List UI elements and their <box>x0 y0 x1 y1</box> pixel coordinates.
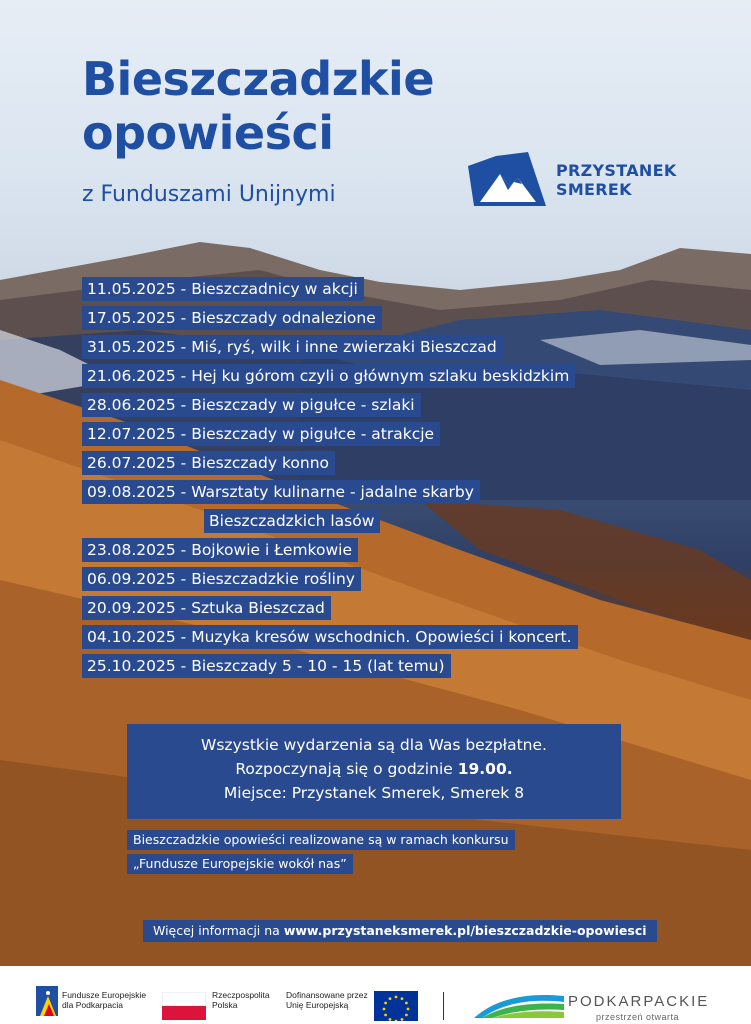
event-text: 11.05.2025 - Bieszczadnicy w akcji <box>82 277 364 301</box>
event-list <box>82 277 578 683</box>
event-item <box>82 277 578 301</box>
rp-label <box>212 990 270 1010</box>
event-item <box>82 596 578 620</box>
ue-line-1: Dofinansowane przez <box>286 990 368 1000</box>
podkarpackie-name: PODKARPACKIE <box>568 993 710 1010</box>
event-item <box>82 364 578 388</box>
note-line-1: Bieszczadzkie opowieści realizowane są w ramach konkursu <box>127 830 515 850</box>
event-item <box>82 480 578 504</box>
fe-line-2: dla Podkarpacia <box>62 1000 123 1010</box>
event-text: 31.05.2025 - Miś, ryś, wilk i inne zwierzaki Bieszczad <box>82 335 503 359</box>
podkarpackie-tagline: przestrzeń otwarta <box>596 1012 680 1022</box>
note-line-2: „Fundusze Europejskie wokół nas” <box>127 854 353 874</box>
info-start-time: 19.00. <box>457 760 513 778</box>
title-line-1: Bieszczadzkie <box>82 52 435 106</box>
event-text: 20.09.2025 - Sztuka Bieszczad <box>82 596 331 620</box>
fe-label <box>62 990 146 1010</box>
funding-note <box>127 829 515 877</box>
info-line-1: Wszystkie wydarzenia są dla Was bezpłatne. <box>201 736 547 754</box>
title-line-2: opowieści <box>82 106 334 160</box>
przystanek-smerek-logo <box>466 152 677 208</box>
event-text: 21.06.2025 - Hej ku górom czyli o głównym szlaku beskidzkim <box>82 364 575 388</box>
logo-line-1: PRZYSTANEK <box>556 161 677 180</box>
event-item <box>82 422 578 446</box>
website-link[interactable]: www.przystaneksmerek.pl/bieszczadzkie-opowiesci <box>283 923 647 938</box>
event-item <box>82 625 578 649</box>
event-item <box>82 335 578 359</box>
eu-flag-icon <box>374 991 418 1021</box>
event-text: 23.08.2025 - Bojkowie i Łemkowie <box>82 538 358 562</box>
logo-text <box>556 161 677 199</box>
poster-title <box>82 52 434 160</box>
event-item <box>82 451 578 475</box>
info-box <box>127 724 621 819</box>
mountain-logo-icon <box>466 152 548 208</box>
event-item <box>82 654 578 678</box>
ue-label <box>286 990 368 1010</box>
subtitle: z Funduszami Unijnymi <box>82 182 336 207</box>
event-item <box>82 393 578 417</box>
event-text: 17.05.2025 - Bieszczady odnalezione <box>82 306 382 330</box>
event-item <box>82 567 578 591</box>
event-item <box>82 306 578 330</box>
event-text: 12.07.2025 - Bieszczady w pigułce - atrakcje <box>82 422 440 446</box>
more-info-label: Więcej informacji na <box>153 923 284 938</box>
event-text: 06.09.2025 - Bieszczadzkie rośliny <box>82 567 361 591</box>
footer-logos <box>0 966 751 1024</box>
event-text: 26.07.2025 - Bieszczady konno <box>82 451 335 475</box>
logo-line-2: SMEREK <box>556 180 632 199</box>
event-item-continuation <box>204 509 578 533</box>
event-text: 25.10.2025 - Bieszczady 5 - 10 - 15 (lat temu) <box>82 654 451 678</box>
info-line-3: Miejsce: Przystanek Smerek, Smerek 8 <box>223 784 525 802</box>
event-text: 04.10.2025 - Muzyka kresów wschodnich. Opowieści i koncert. <box>82 625 578 649</box>
podkarpackie-wave-icon <box>474 990 564 1020</box>
polish-flag-icon <box>162 992 206 1020</box>
event-text: Bieszczadzkich lasów <box>204 509 380 533</box>
more-info-banner <box>143 920 657 942</box>
info-start-label: Rozpoczynają się o godzinie <box>235 760 458 778</box>
fundusze-europejskie-icon <box>36 986 58 1016</box>
fe-line-1: Fundusze Europejskie <box>62 990 147 1000</box>
event-text: 28.06.2025 - Bieszczady w pigułce - szlaki <box>82 393 421 417</box>
ue-line-2: Unię Europejską <box>286 1000 349 1010</box>
footer-divider <box>443 992 444 1020</box>
info-line-2 <box>127 757 621 781</box>
event-text: 09.08.2025 - Warsztaty kulinarne - jadalne skarby <box>82 480 480 504</box>
event-item <box>82 538 578 562</box>
rp-line-1: Rzeczpospolita <box>212 990 270 1000</box>
rp-line-2: Polska <box>212 1000 238 1010</box>
